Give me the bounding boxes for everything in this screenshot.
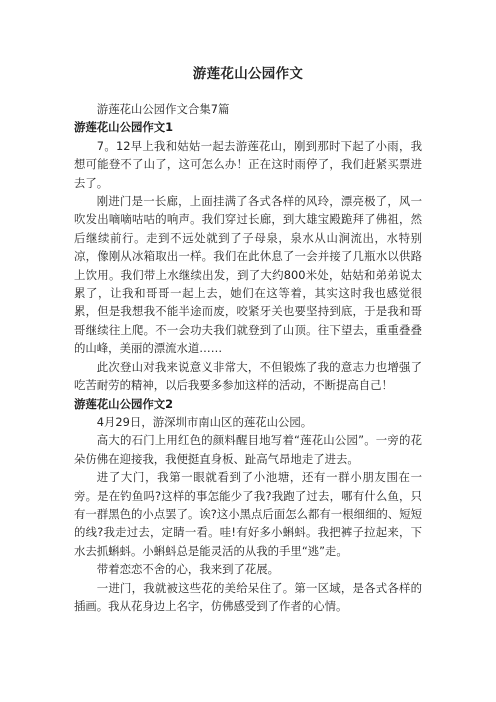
section-heading: 游莲花山公园作文2 — [74, 396, 174, 411]
document-body — [74, 100, 422, 615]
section-heading: 游莲花山公园作文1 — [74, 120, 174, 135]
document-title: 游莲花山公园作文 — [192, 66, 304, 82]
paragraph: 游莲花山公园作文合集7篇 — [96, 102, 230, 116]
paragraph: 带着恋恋不舍的心，我来到了花展。 — [96, 562, 280, 577]
paragraph: 刚进门是一长廊，上面挂满了各式各样的风玲，漂亮极了，风一吹发出嘀嘀咕咕的响声。我们穿过长廊，到大雄宝殿跪拜了佛祖，然后继续前行。走到不远处就到了子母泉，泉水从山涧流出，水特别凉，像刚从冰箱取出一样。我们在此休息了一会并接了几瓶水以供路上饮用。我们带上水继续出发，到了大约800米处，姑姑和弟弟说太累了，让我和哥哥一起上去，她们在这等着，其实这时我也感觉很累，但是我想我不能半途而废，咬紧牙关也要坚持到底，于是我和哥哥继续往上爬。不一会功夫我们就登到了山顶。往下望去，重重叠叠的山峰，美丽的漂流水道…… — [74, 194, 422, 356]
paragraph: 7。12早上我和姑姑一起去游莲花山，刚到那时下起了小雨，我想可能登不了山了，这可怎么办！正在这时雨停了，我们赶紧买票进去了。 — [74, 138, 422, 190]
paragraph: 进了大门，我第一眼就看到了小池塘，还有一群小朋友围在一旁。是在钓鱼吗?这样的事怎能少了我?我跑了过去，哪有什么鱼，只有一群黑色的小点罢了。诶?这小黑点后面怎么都有一根细细的、短短的线?我走过去，定睛一看。哇!有好多小蝌蚪。我把裤子拉起来，下水去抓蝌蚪。小蝌蚪总是能灵活的从我的手里“逃”走。 — [74, 470, 422, 558]
document-page — [74, 0, 422, 615]
paragraph: 一进门，我就被这些花的美给呆住了。第一区域，是各式各样的插画。我从花身边上名字，仿佛感受到了作者的心情。 — [74, 580, 422, 613]
paragraph: 高大的石门上用红色的颜料醒目地写着“莲花山公园”。一旁的花朵仿佛在迎接我，我便挺直身板、趾高气昂地走了进去。 — [74, 433, 422, 466]
paragraph: 4月29日，游深圳市南山区的莲花山公园。 — [96, 414, 313, 429]
paragraph: 此次登山对我来说意义非常大，不但锻炼了我的意志力也增强了吃苦耐劳的精神，以后我要多参加这样的活动，不断提高自己！ — [74, 359, 422, 393]
